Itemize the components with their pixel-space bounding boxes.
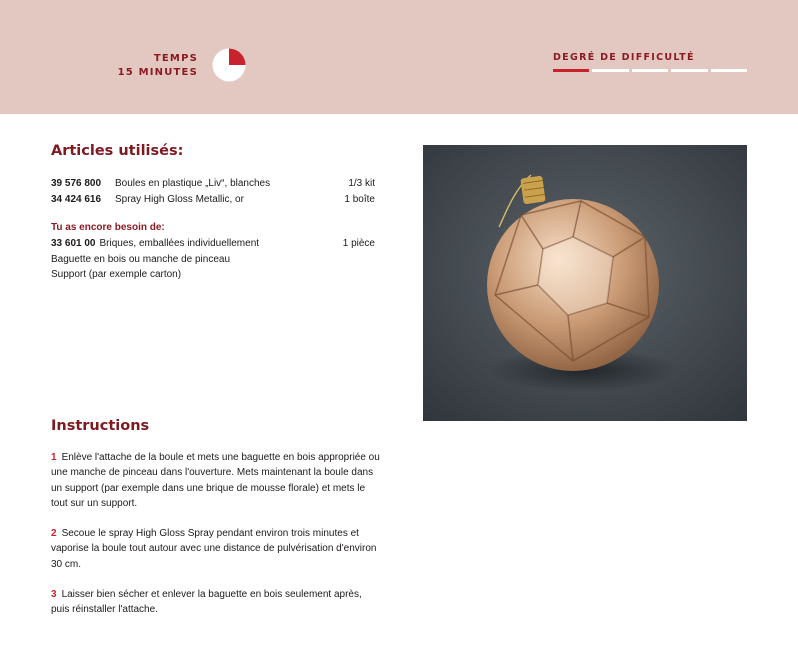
difficulty-indicator (553, 52, 747, 72)
difficulty-bar (553, 69, 747, 72)
need-qty: 1 pièce (342, 238, 375, 249)
instruction-step (51, 526, 381, 572)
product-photo (423, 145, 747, 421)
instruction-step (51, 587, 381, 618)
article-row (51, 176, 375, 192)
need-row (51, 252, 375, 268)
difficulty-segment (711, 69, 747, 72)
step-number: 1 (51, 452, 57, 463)
article-qty: 1/3 kit (348, 178, 375, 189)
difficulty-segment (632, 69, 668, 72)
difficulty-segment (671, 69, 707, 72)
need-list (51, 236, 375, 283)
step-number: 3 (51, 589, 57, 601)
article-row (51, 192, 375, 208)
timer-clock-icon (212, 48, 246, 82)
instruction-step (51, 450, 381, 511)
need-name: Briques, emballées individuellement (99, 238, 260, 249)
difficulty-segment (592, 69, 628, 72)
timer-wedge (229, 49, 246, 66)
article-number: 39 576 800 (51, 178, 102, 189)
difficulty-label: DEGRÉ DE DIFFICULTÉ (553, 52, 695, 63)
instruction-steps (51, 450, 381, 633)
step-text: Secoue le spray High Gloss Spray pendant environ trois minutes et vaporise la boule tout autour avec une distance de pulvérisation d'environ 30 cm. (51, 528, 377, 570)
need-title: Tu as encore besoin de: (51, 222, 165, 233)
article-name: Boules en plastique „Liv“, blanches (115, 178, 271, 189)
article-number: 34 424 616 (51, 193, 102, 205)
need-number: 33 601 00 (51, 238, 96, 249)
step-text: Laisser bien sécher et enlever la baguette en bois seulement après, puis réinstaller l'attache. (51, 589, 362, 616)
articles-title: Articles utilisés: (51, 143, 184, 159)
need-row (51, 236, 375, 252)
article-name: Spray High Gloss Metallic, or (115, 193, 244, 205)
time-title: TEMPS (153, 53, 198, 64)
need-name: Support (par exemple carton) (51, 269, 182, 280)
article-qty: 1 boîte (344, 193, 375, 205)
header-band (0, 0, 798, 114)
article-list (51, 176, 375, 207)
time-value: 15 MINUTES (117, 67, 198, 78)
need-row (51, 267, 375, 283)
step-number: 2 (51, 528, 57, 540)
time-label (118, 52, 198, 80)
need-name: Baguette en bois ou manche de pinceau (51, 253, 231, 265)
instructions-title: Instructions (51, 418, 150, 434)
difficulty-segment (553, 69, 589, 72)
step-text: Enlève l'attache de la boule et mets une baguette en bois appropriée ou une manche de pinceau dans l'ouverture. Mets maintenant la boule dans un support (par exemple dans une brique de mousse florale) et mets le tout sur un support. (51, 452, 380, 509)
